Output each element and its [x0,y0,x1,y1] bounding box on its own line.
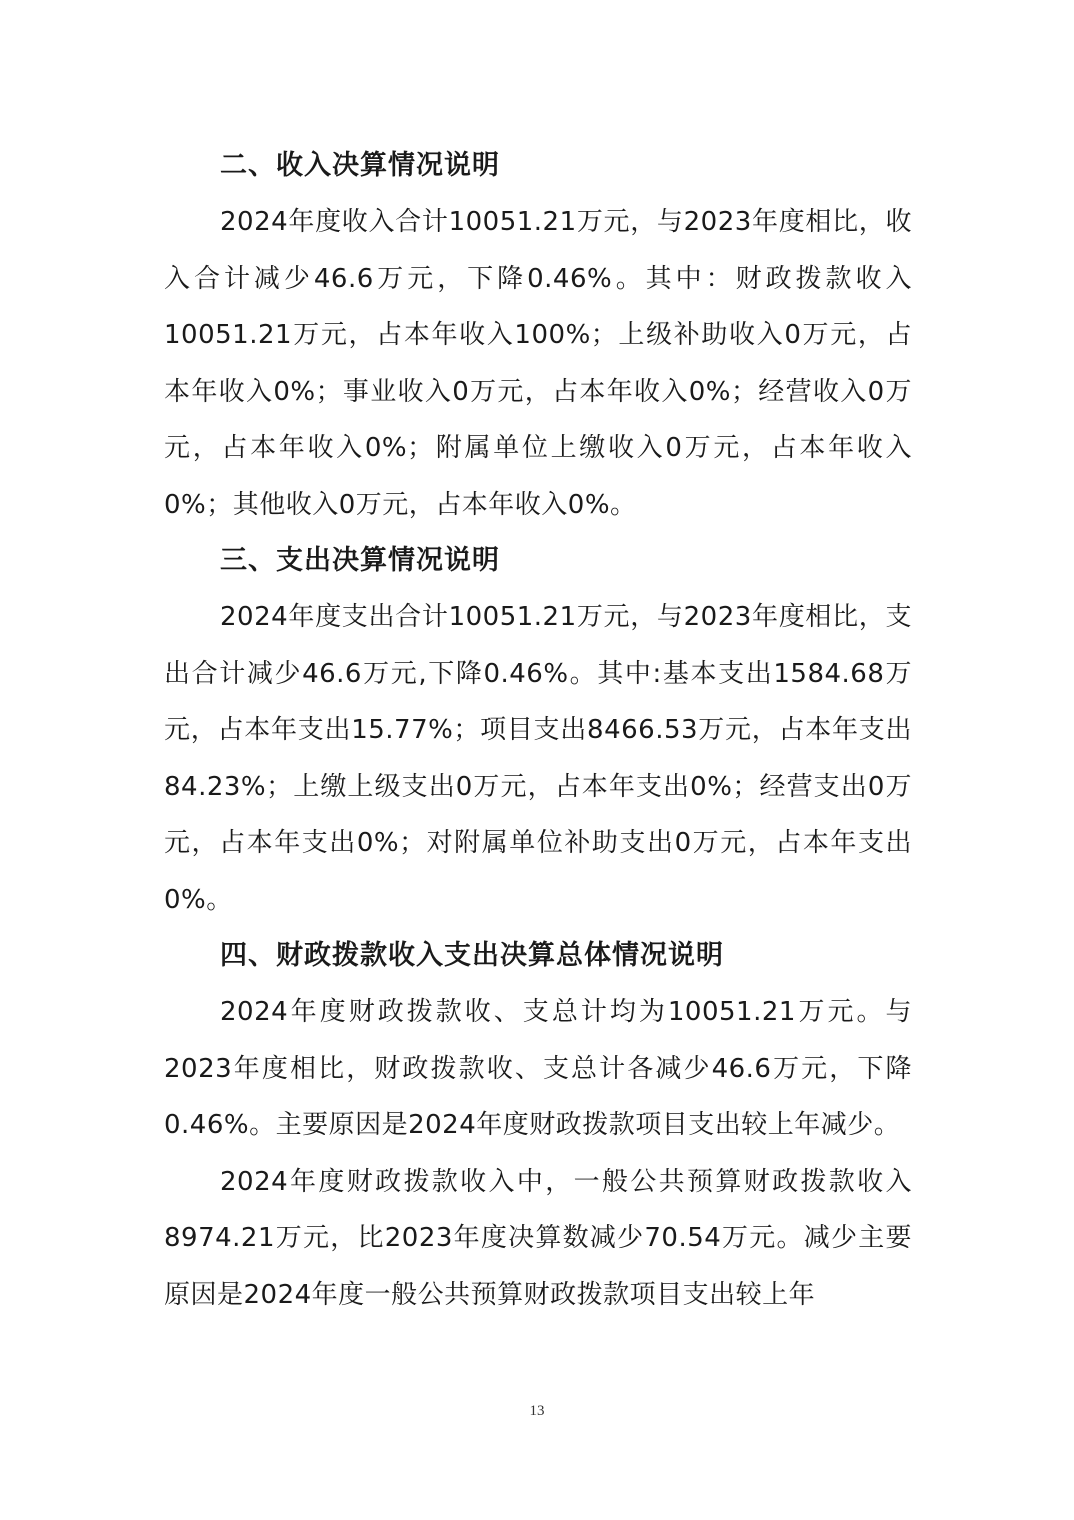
paragraph-general-budget: 2024年度财政拨款收入中，一般公共预算财政拨款收入8974.21万元，比2023年度决算数减少70.54万元。减少主要原因是2024年度一般公共预算财政拨款项目支出较上年 [164,1166,912,1310]
paragraph-fiscal-total: 2024年度财政拨款收、支总计均为10051.21万元。与2023年度相比，财政拨款收、支总计各减少46.6万元，下降0.46%。主要原因是2024年度财政拨款项目支出较上年减少。 [164,997,912,1140]
section-heading-income: 二、收入决算情况说明 [220,150,500,181]
section-expenditure [164,533,912,928]
section-heading-expenditure: 三、支出决算情况说明 [220,545,500,576]
section-heading-fiscal-appropriation: 四、财政拨款收入支出决算总体情况说明 [220,940,724,971]
page-number: 13 [529,1403,545,1419]
section-income [164,138,912,533]
paragraph-expenditure-summary: 2024年度支出合计10051.21万元，与2023年度相比，支出合计减少46.6万元,下降0.46%。其中:基本支出1584.68万元，占本年支出15.77%；项目支出8466.53万元，占本年支出84.23%；上缴上级支出0万元，占本年支出0%；经营支出0万元，占本年支出0%；对附属单位补助支出0万元，占本年支出0%。 [164,602,912,915]
paragraph-income-summary: 2024年度收入合计10051.21万元，与2023年度相比，收入合计减少46.6万元，下降0.46%。其中：财政拨款收入10051.21万元，占本年收入100%；上级补助收入0万元，占本年收入0%；事业收入0万元，占本年收入0%；经营收入0万元，占本年收入0%；附属单位上缴收入0万元，占本年收入0%；其他收入0万元，占本年收入0%。 [164,207,912,520]
section-fiscal-appropriation [164,928,912,1323]
document-body [164,138,912,1323]
